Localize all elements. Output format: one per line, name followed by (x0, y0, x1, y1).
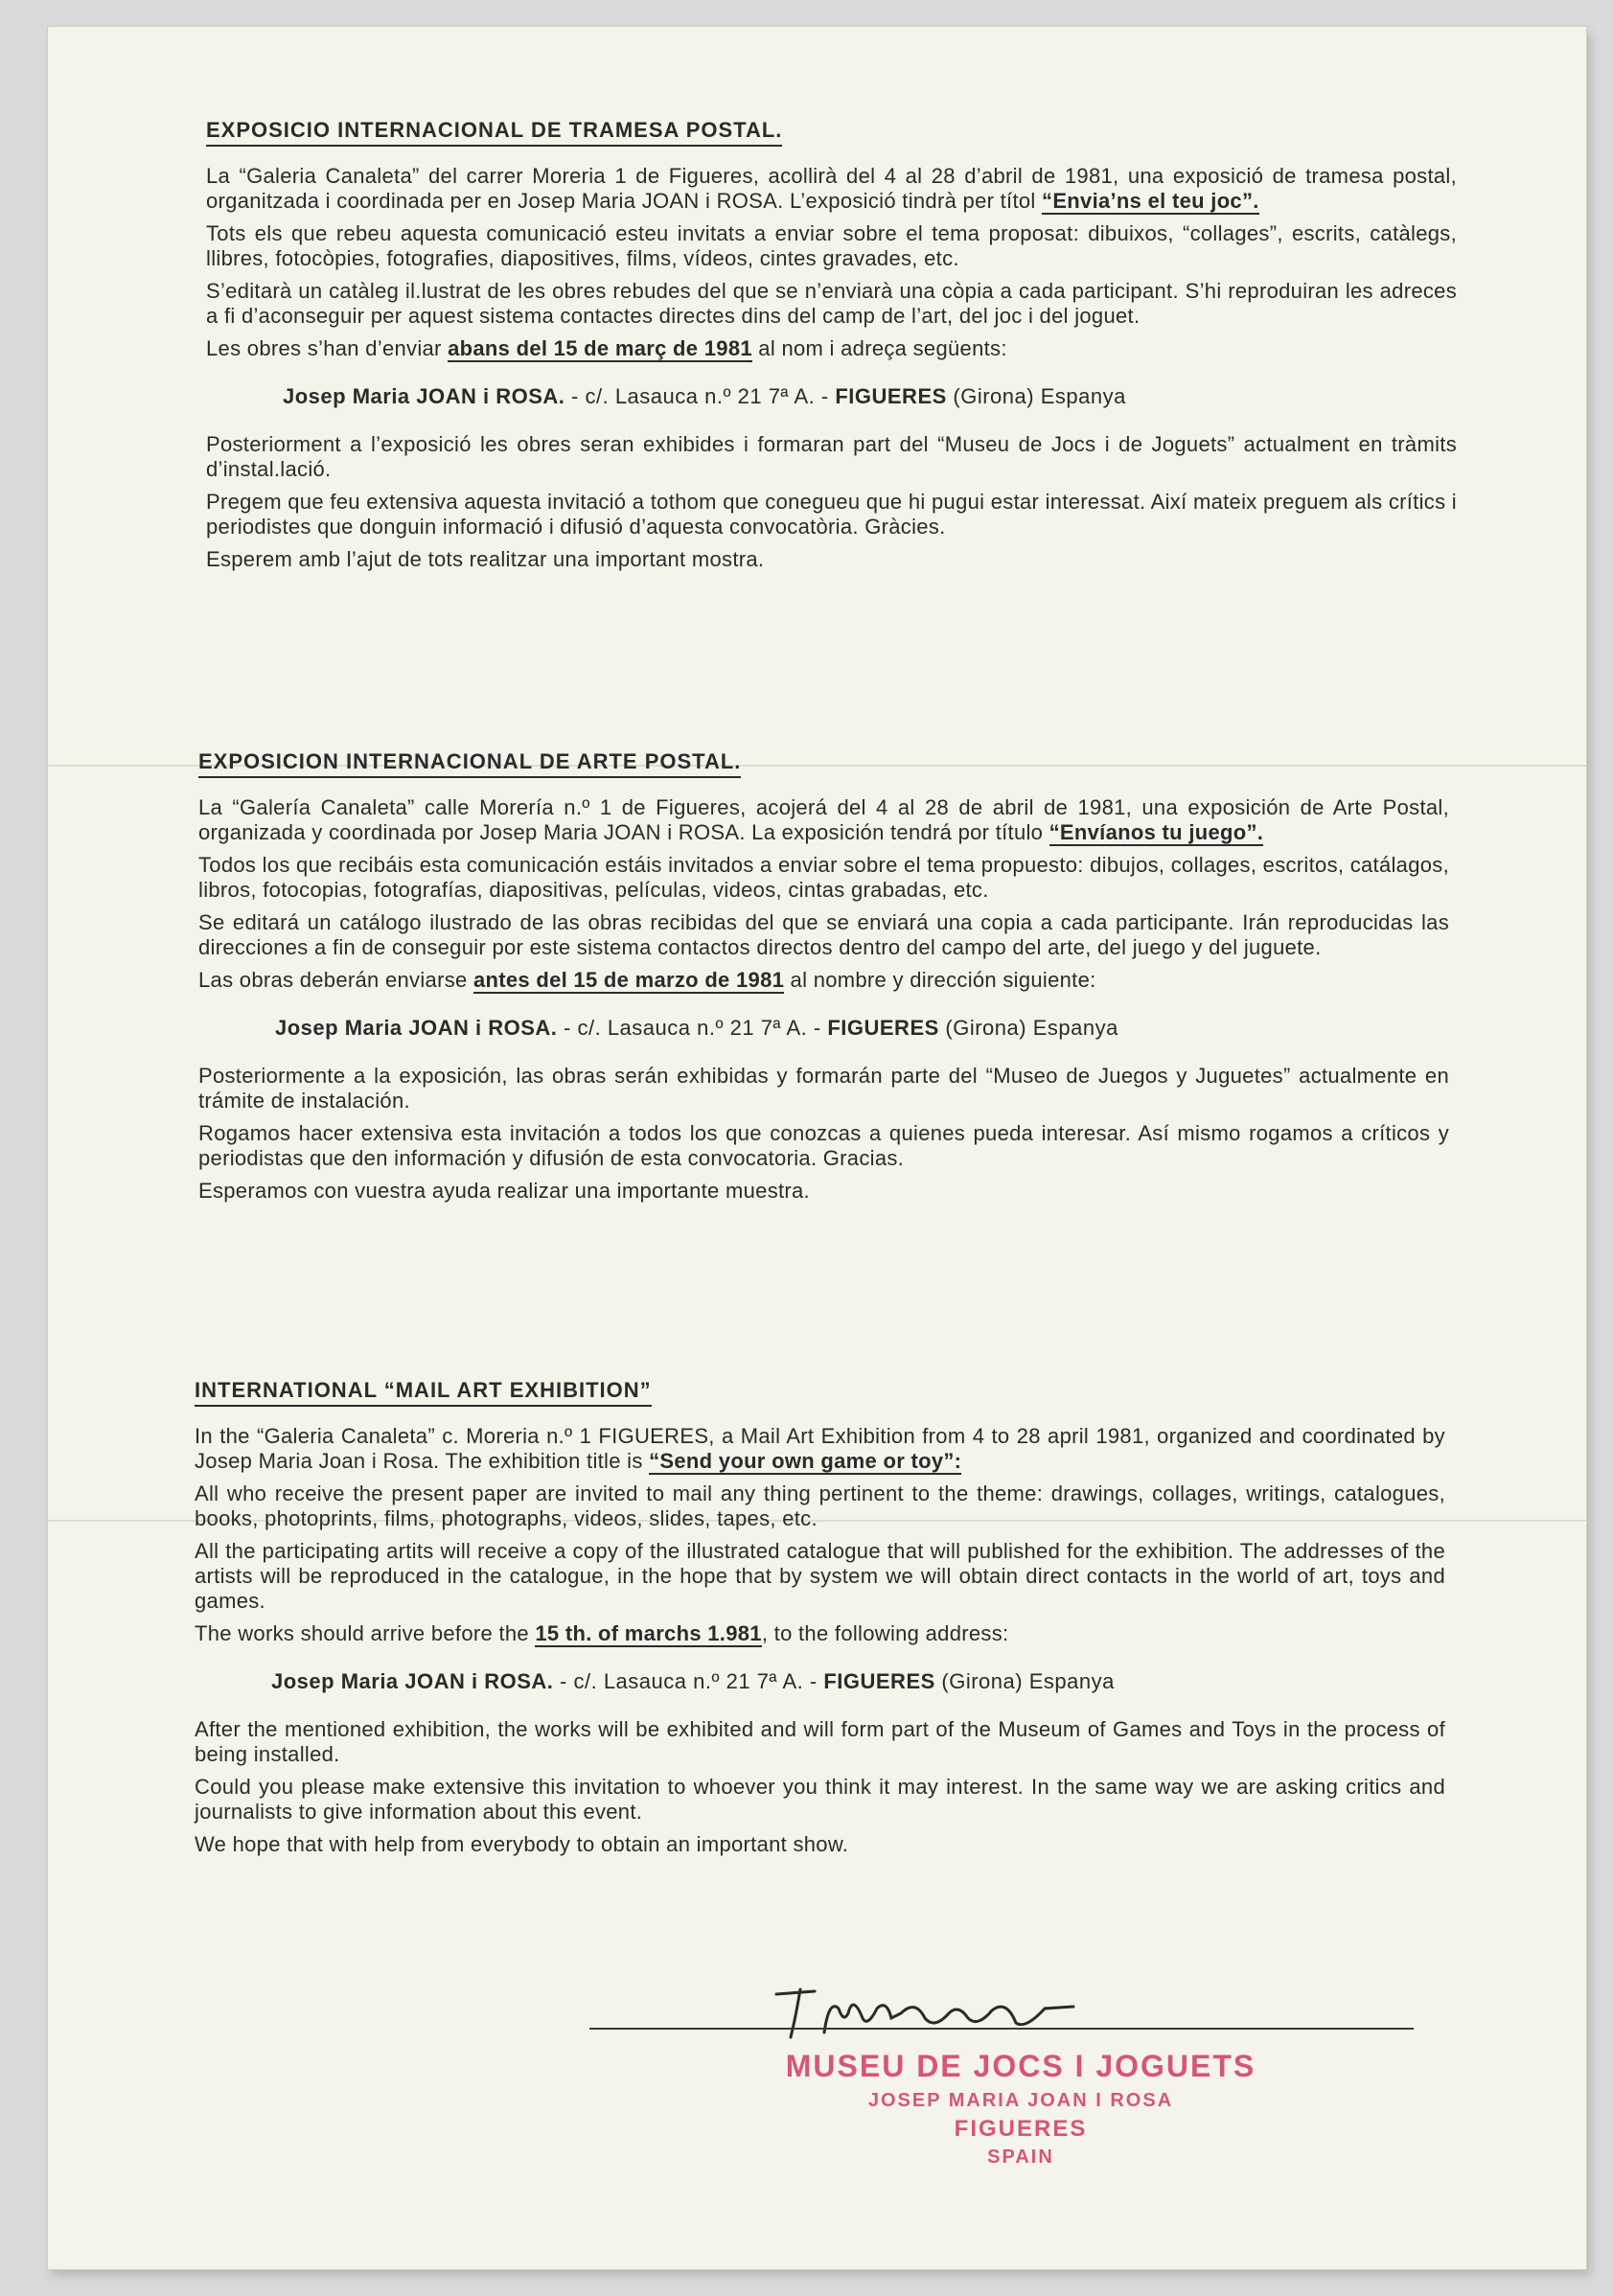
paragraph-catalogue: S’editarà un catàleg il.lustrat de les obres rebudes del que se n’enviarà una còpia a cada participant. S’hi reproduiran les adreces a fi d’aconseguir per aquest sistema contactes directes dins del camp de l’art, del joc i del joguet. (206, 279, 1457, 328)
exhibition-title: “Envíanos tu juego”. (1048, 820, 1264, 844)
mailing-address: Josep Maria JOAN i ROSA. - c/. Lasauca n.º 21 7ª A. - FIGUERES (Girona) Espanya (275, 1016, 1118, 1040)
mailing-address: Josep Maria JOAN i ROSA. - c/. Lasauca n.º 21 7ª A. - FIGUERES (Girona) Espanya (271, 1669, 1115, 1693)
paragraph-deadline: Las obras deberán enviarse antes del 15 de marzo de 1981 al nombre y dirección siguiente: (198, 968, 1096, 992)
paragraph-intro: La “Galeria Canaleta” del carrer Moreria 1 de Figueres, acollirà del 4 al 28 d’abril de 1981, una exposició de tramesa postal, organitzada i coordinada per en Josep Maria JOAN i ROSA. L’exposició tindrà per títol “Envia’ns el teu joc”. (206, 164, 1457, 213)
exhibition-title: “Send your own game or toy”: (649, 1449, 962, 1473)
heading-spanish: EXPOSICION INTERNACIONAL DE ARTE POSTAL. (198, 749, 741, 778)
mailing-address: Josep Maria JOAN i ROSA. - c/. Lasauca n.º 21 7ª A. - FIGUERES (Girona) Espanya (283, 384, 1126, 408)
paragraph-museum: Posteriormente a la exposición, las obras serán exhibidas y formarán parte del “Museo de Juegos y Juguetes” actualmente en trámite de instalación. (198, 1064, 1449, 1113)
paragraph-museum: Posteriorment a l’exposició les obres seran exhibides i formaran part del “Museu de Jocs i de Joguets” actualment en tràmits d’instal.lació. (206, 432, 1457, 481)
stamp-line-country: SPAIN (987, 2147, 1054, 2168)
section-spanish (198, 749, 1449, 1211)
museum-stamp (709, 2049, 1332, 2169)
paragraph-invitation: All who receive the present paper are invited to mail any thing pertinent to the theme: drawings, collages, writings, catalogues, books, photoprints, films, photographs, videos, slides, tapes, etc. (195, 1481, 1445, 1530)
heading-english: INTERNATIONAL “MAIL ART EXHIBITION” (195, 1378, 652, 1407)
paragraph-request: Pregem que feu extensiva aquesta invitació a tothom que conegueu que hi pugui estar interessat. Així mateix preguem als crítics i periodistes que donguin informació i difusió d’aquesta convocatòria. Gràcies. (206, 490, 1457, 539)
paragraph-closing: We hope that with help from everybody to obtain an important show. (195, 1832, 849, 1856)
paragraph-closing: Esperem amb l’ajut de tots realitzar una important mostra. (206, 547, 765, 571)
stamp-line-museum: MUSEU DE JOCS I JOGUETS (785, 2049, 1256, 2083)
paragraph-intro: La “Galería Canaleta” calle Morería n.º 1 de Figueres, acojerá del 4 al 28 de abril de 1981, una exposición de Arte Postal, organizada y coordinada por Josep Maria JOAN i ROSA. La exposición tendrá por título “Envíanos tu juego”. (198, 795, 1449, 844)
exhibition-title: “Envia’ns el teu joc”. (1042, 189, 1259, 213)
paragraph-museum: After the mentioned exhibition, the works will be exhibited and will form part of the Museum of Games and Toys in the process of being installed. (195, 1717, 1445, 1766)
signature-line (589, 2028, 1414, 2030)
signature-icon (757, 1970, 1217, 2047)
paragraph-intro: In the “Galeria Canaleta” c. Moreria n.º 1 FIGUERES, a Mail Art Exhibition from 4 to 28 april 1981, organized and coordinated by Josep Maria Joan i Rosa. The exhibition title is “Send your own game or toy”: (195, 1424, 1445, 1473)
deadline-date: antes del 15 de marzo de 1981 (472, 968, 785, 992)
paragraph-catalogue: All the participating artits will receive a copy of the illustrated catalogue that will published for the exhibition. The addresses of the artists will be reproduced in the catalogue, in the hope that by system we will obtain direct contacts in the world of art, toys and games. (195, 1539, 1445, 1613)
deadline-date: abans del 15 de març de 1981 (448, 336, 752, 360)
document-sheet (48, 27, 1586, 2269)
deadline-date: 15 th. of marchs 1.981 (535, 1621, 762, 1645)
stamp-line-city: FIGUERES (954, 2116, 1088, 2142)
paragraph-deadline: Les obres s’han d’enviar abans del 15 de març de 1981 al nom i adreça següents: (206, 336, 1007, 360)
paragraph-invitation: Tots els que rebeu aquesta comunicació esteu invitats a enviar sobre el tema proposat: dibuixos, “collages”, escrits, catàlegs, llibres, fotocòpies, fotografies, diapositives, films, vídeos, cintes gravades, etc. (206, 221, 1457, 270)
paragraph-deadline: The works should arrive before the 15 th. of marchs 1.981, to the following address: (195, 1621, 1009, 1645)
paragraph-request: Could you please make extensive this invitation to whoever you think it may interest. In the same way we are asking critics and journalists to give information about this event. (195, 1775, 1445, 1824)
paragraph-invitation: Todos los que recibáis esta comunicación estáis invitados a enviar sobre el tema propuesto: dibujos, collages, escritos, catálagos, libros, fotocopias, fotografías, diapositivas, películas, videos, cintas grabadas, etc. (198, 853, 1449, 902)
stamp-line-name: JOSEP MARIA JOAN I ROSA (867, 2090, 1174, 2111)
handwritten-signature (757, 1970, 1217, 2052)
paragraph-closing: Esperamos con vuestra ayuda realizar una importante muestra. (198, 1179, 810, 1203)
section-catalan (206, 118, 1457, 580)
paragraph-request: Rogamos hacer extensiva esta invitación a todos los que conozcas a quienes pueda interesar. Así mismo rogamos a críticos y periodistas que den información y difusión de esta convocatoria. Gracias. (198, 1121, 1449, 1170)
paragraph-catalogue: Se editará un catálogo ilustrado de las obras recibidas del que se enviará una copia a cada participante. Irán reproducidas las direcciones a fin de conseguir por este sistema contactos directos dentro del campo del arte, del juego y del juguete. (198, 910, 1449, 959)
heading-catalan: EXPOSICIO INTERNACIONAL DE TRAMESA POSTAL. (206, 118, 782, 147)
section-english (195, 1378, 1445, 1865)
